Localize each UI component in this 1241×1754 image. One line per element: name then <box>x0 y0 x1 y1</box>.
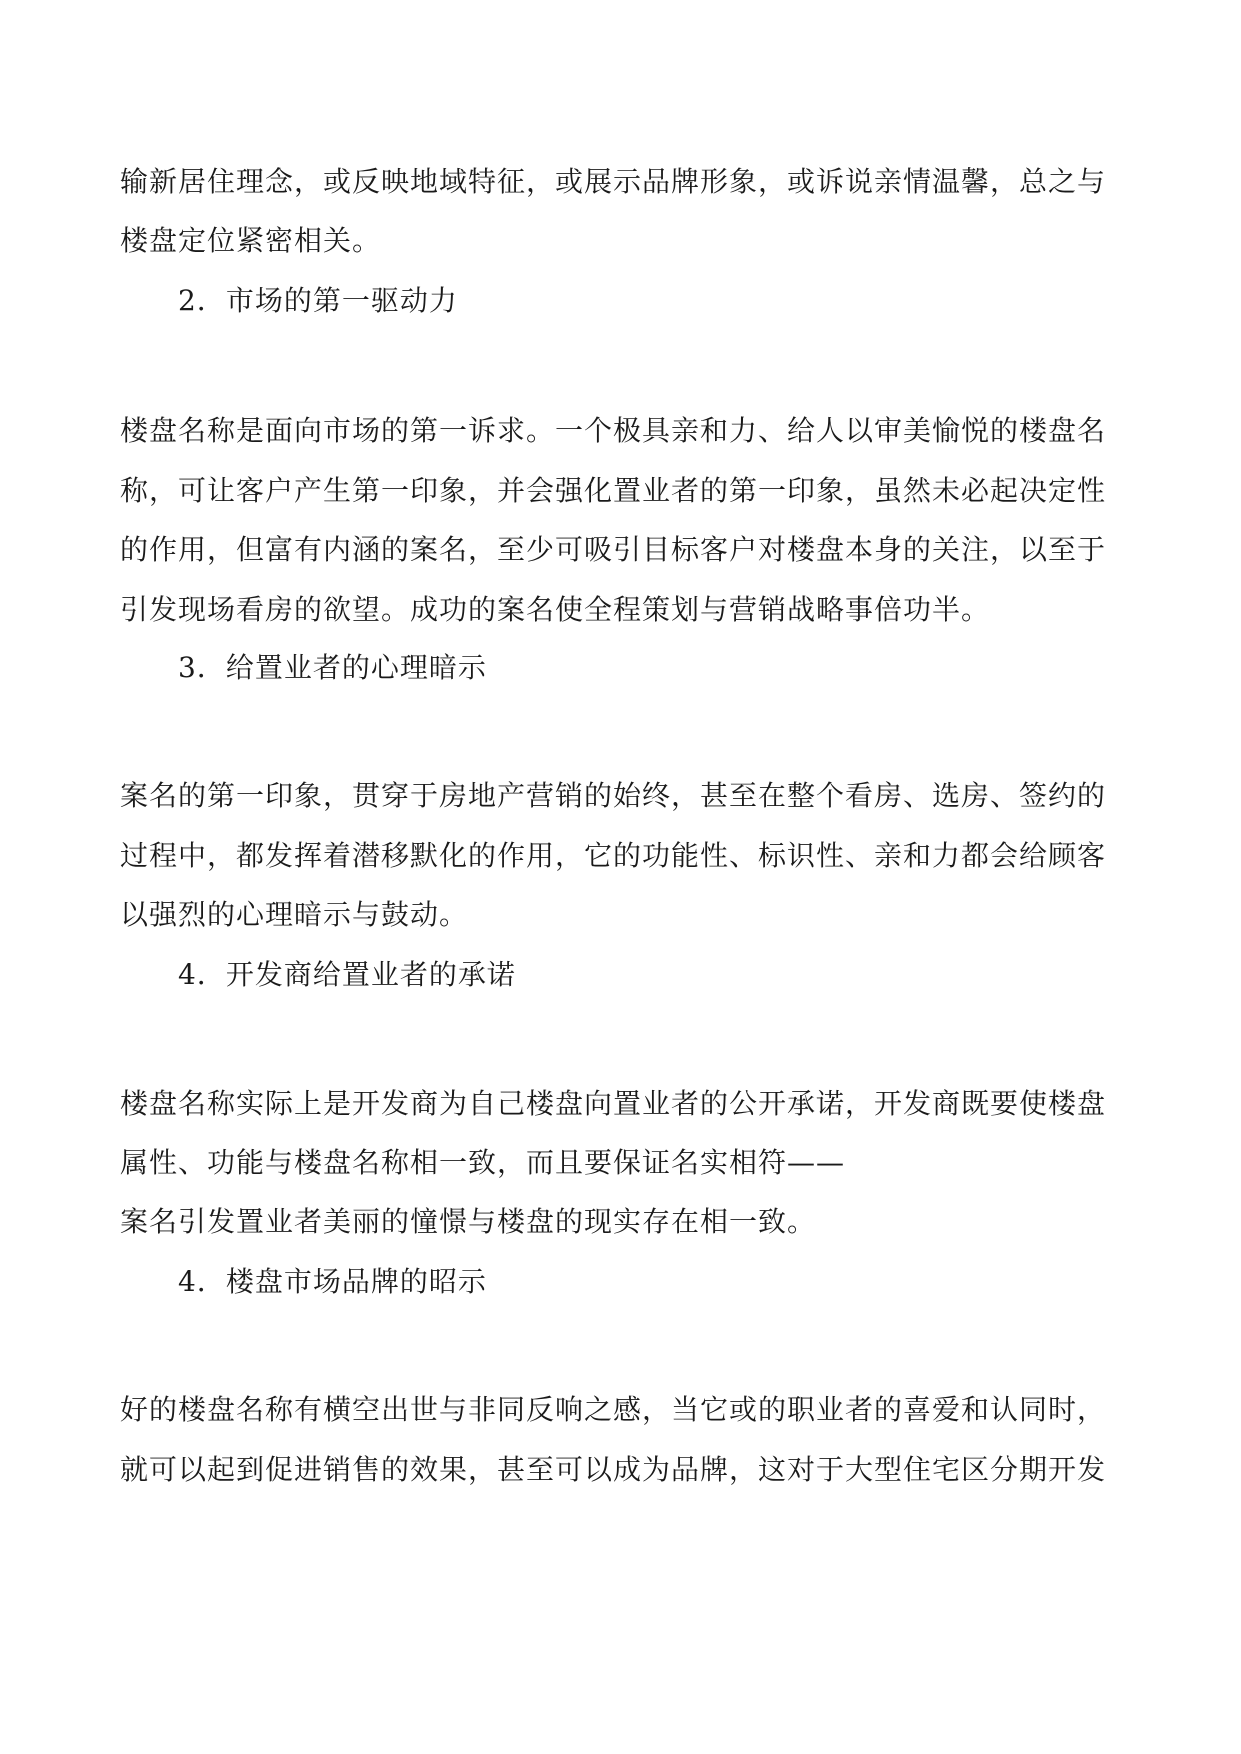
paragraph-line: 楼盘定位紧密相关。 <box>120 224 382 257</box>
paragraph-line: 案名引发置业者美丽的憧憬与楼盘的现实存在相一致。 <box>120 1205 817 1238</box>
paragraph-line: 案名的第一印象，贯穿于房地产营销的始终，甚至在整个看房、选房、签约的 <box>120 779 1107 812</box>
section-heading: 3．给置业者的心理暗示 <box>178 651 487 684</box>
paragraph-line: 的作用，但富有内涵的案名，至少可吸引目标客户对楼盘本身的关注，以至于 <box>120 533 1107 566</box>
paragraph-line: 楼盘名称是面向市场的第一诉求。一个极具亲和力、给人以审美愉悦的楼盘名 <box>120 414 1107 447</box>
paragraph-line: 以强烈的心理暗示与鼓动。 <box>120 898 469 931</box>
paragraph-line: 输新居住理念，或反映地域特征，或展示品牌形象，或诉说亲情温馨，总之与 <box>120 165 1107 198</box>
section-heading: 4．楼盘市场品牌的昭示 <box>178 1265 487 1298</box>
section-heading: 2．市场的第一驱动力 <box>178 284 458 317</box>
paragraph-line: 就可以起到促进销售的效果，甚至可以成为品牌，这对于大型住宅区分期开发 <box>120 1453 1107 1486</box>
paragraph-line: 引发现场看房的欲望。成功的案名使全程策划与营销战略事倍功半。 <box>120 593 991 626</box>
paragraph-line: 过程中，都发挥着潜移默化的作用，它的功能性、标识性、亲和力都会给顾客 <box>120 839 1107 872</box>
paragraph-line: 称，可让客户产生第一印象，并会强化置业者的第一印象，虽然未必起决定性 <box>120 474 1107 507</box>
paragraph-line: 好的楼盘名称有横空出世与非同反响之感，当它或的职业者的喜爱和认同时， <box>120 1393 1107 1426</box>
paragraph-line: 楼盘名称实际上是开发商为自己楼盘向置业者的公开承诺，开发商既要使楼盘 <box>120 1087 1107 1120</box>
section-heading: 4．开发商给置业者的承诺 <box>178 958 516 991</box>
paragraph-line: 属性、功能与楼盘名称相一致，而且要保证名实相符—— <box>120 1146 846 1179</box>
